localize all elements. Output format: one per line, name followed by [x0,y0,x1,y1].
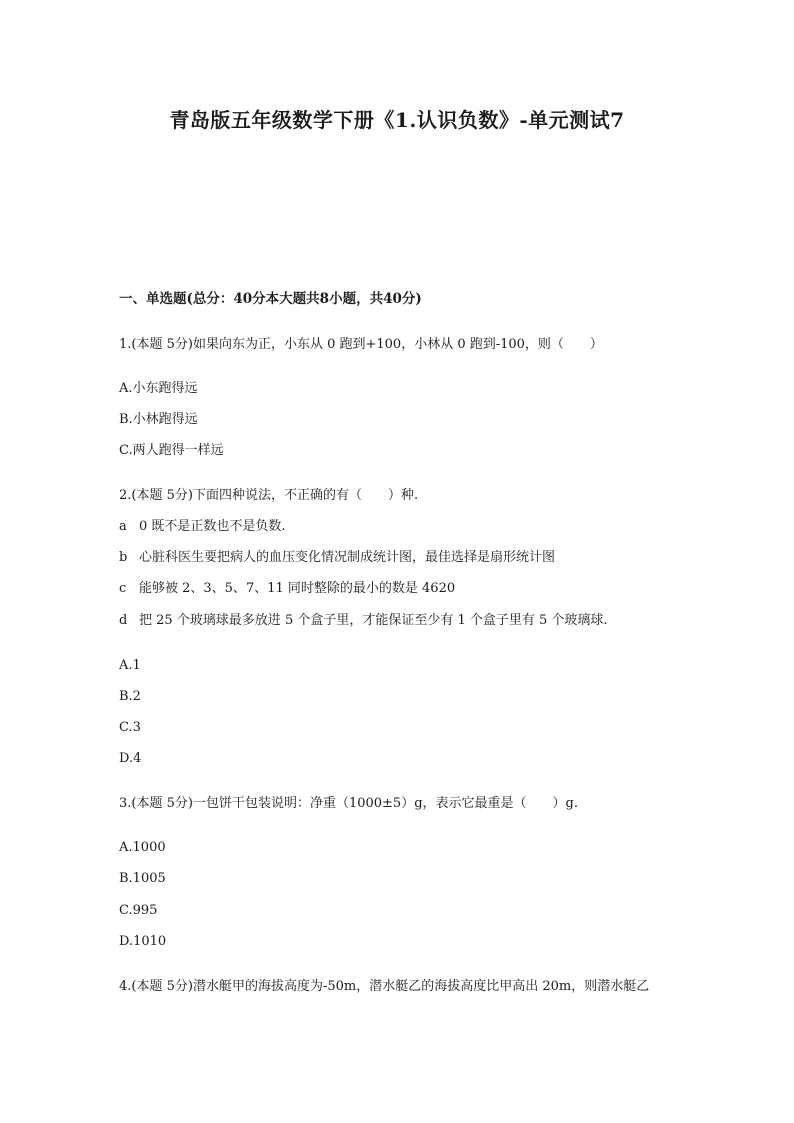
question-1-option-c: C.两人跑得一样远 [119,443,224,458]
question-1-stem: 1.(本题 5分)如果向东为正，小东从 0 跑到+100，小林从 0 跑到-100，则（ ） [119,337,603,352]
document-title: 青岛版五年级数学下册《1.认识负数》-单元测试7 [169,108,625,132]
question-3-option-c: C.995 [119,903,158,918]
question-2-statement-a [119,518,286,536]
statement-text: 0 既不是正数也不是负数. [139,519,286,534]
question-1-option-b: B.小林跑得远 [119,412,198,427]
question-2-statement-b [119,549,555,567]
question-3-option-b: B.1005 [119,871,166,886]
question-2-statement-c [119,580,455,598]
question-4-stem: 4.(本题 5分)潜水艇甲的海拔高度为-50m，潜水艇乙的海拔高度比甲高出 20m，则潜水艇乙 [119,979,650,994]
question-2-option-d: D.4 [119,751,142,766]
question-3-stem: 3.(本题 5分)一包饼干包装说明：净重（1000±5）g，表示它最重是（ ）g. [119,796,578,811]
statement-letter: b [119,550,128,565]
statement-letter: c [119,581,127,596]
question-2-option-a: A.1 [119,658,141,673]
question-2-option-c: C.3 [119,720,141,735]
statement-text: 能够被 2、3、5、7、11 同时整除的最小的数是 4620 [139,581,456,596]
statement-text: 心脏科医生要把病人的血压变化情况制成统计图，最佳选择是扇形统计图 [139,550,556,565]
question-2-stem: 2.(本题 5分)下面四种说法，不正确的有（ ）种. [119,488,419,503]
question-3-option-a: A.1000 [119,840,166,855]
question-3-option-d: D.1010 [119,934,167,949]
statement-letter: a [119,519,127,534]
question-2-option-b: B.2 [119,689,141,704]
question-2-statement-d [119,612,608,630]
statement-text: 把 25 个玻璃球最多放进 5 个盒子里，才能保证至少有 1 个盒子里有 5 个玻璃球. [139,613,608,628]
section-heading: 一、单选题(总分：40分本大题共8小题，共40分) [119,291,422,307]
statement-letter: d [119,613,128,628]
question-1-option-a: A.小东跑得远 [119,381,198,396]
